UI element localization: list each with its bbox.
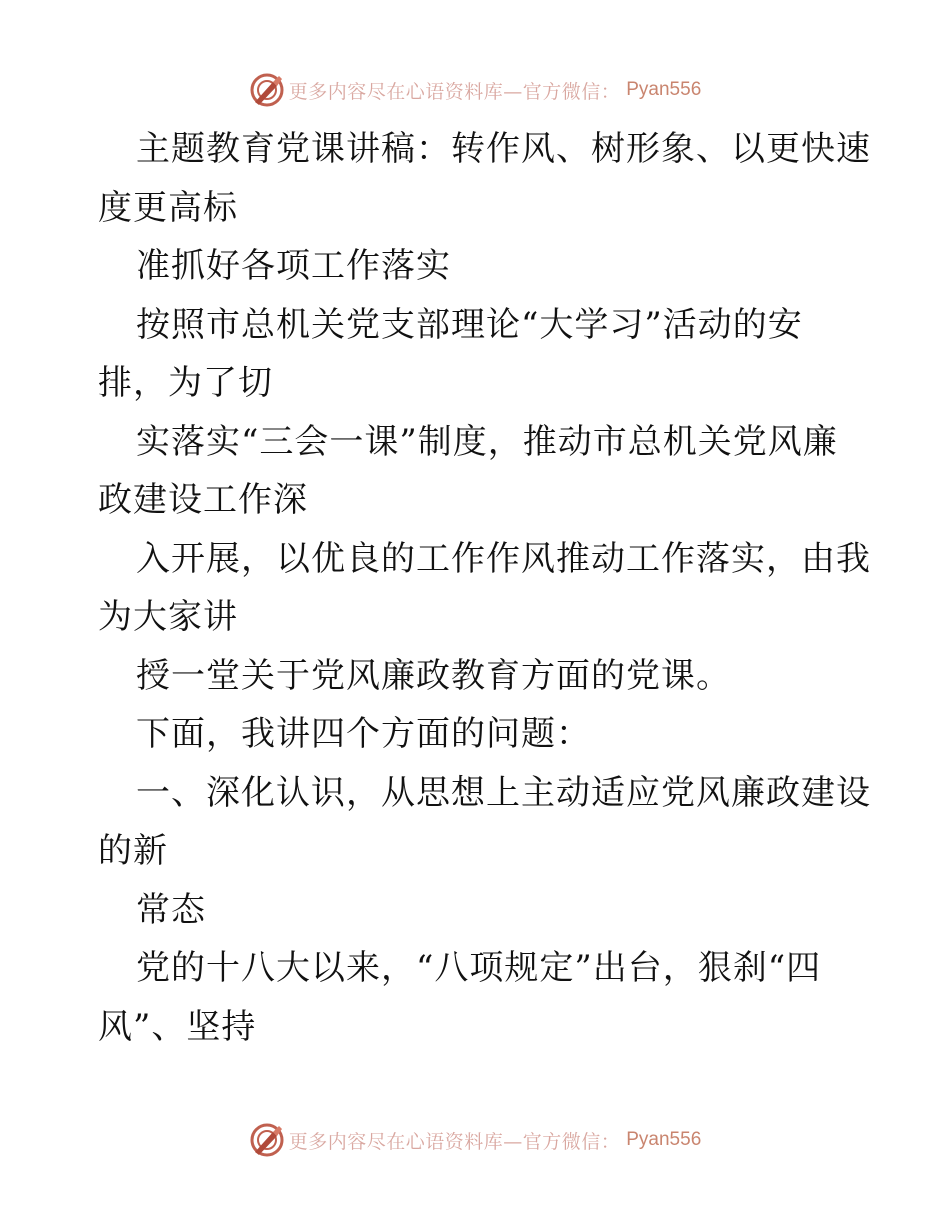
pen-logo-icon <box>249 1122 285 1158</box>
document-body <box>98 120 871 1056</box>
text-line: 党的十八大以来，“八项规定”出台，狠刹“四 <box>136 948 822 988</box>
text-line: 政建设工作深 <box>98 480 308 520</box>
watermark-text: 更多内容尽在心语资料库—官方微信： <box>288 80 621 103</box>
header-watermark <box>0 70 950 110</box>
text-line: 度更高标 <box>98 187 238 228</box>
text-line: 主题教育党课讲稿：转作风、树形象、以更快速 <box>136 129 871 169</box>
text-line: 常态 <box>136 889 206 930</box>
footer-watermark <box>0 1120 950 1160</box>
text-line: 授一堂关于党风廉政教育方面的党课。 <box>136 655 731 696</box>
pen-logo-icon <box>249 72 285 108</box>
text-line: 风”、坚持 <box>98 1006 257 1047</box>
watermark-text: 更多内容尽在心语资料库—官方微信： <box>288 1130 621 1153</box>
text-line: 实落实“三会一课”制度，推动市总机关党风廉 <box>136 421 838 462</box>
text-line: 按照市总机关党支部理论“大学习”活动的安 <box>136 304 803 345</box>
watermark-brand: Pyan556 <box>626 79 702 100</box>
text-line: 下面，我讲四个方面的问题： <box>136 714 591 754</box>
watermark-brand: Pyan556 <box>626 1129 702 1150</box>
text-line: 为大家讲 <box>98 597 238 637</box>
text-line: 排，为了切 <box>98 363 273 403</box>
text-line: 入开展，以优良的工作作风推动工作落实，由我 <box>136 538 871 579</box>
text-line: 一、深化认识，从思想上主动适应党风廉政建设 <box>136 772 871 813</box>
text-line: 的新 <box>98 831 168 871</box>
text-line: 准抓好各项工作落实 <box>136 246 451 286</box>
